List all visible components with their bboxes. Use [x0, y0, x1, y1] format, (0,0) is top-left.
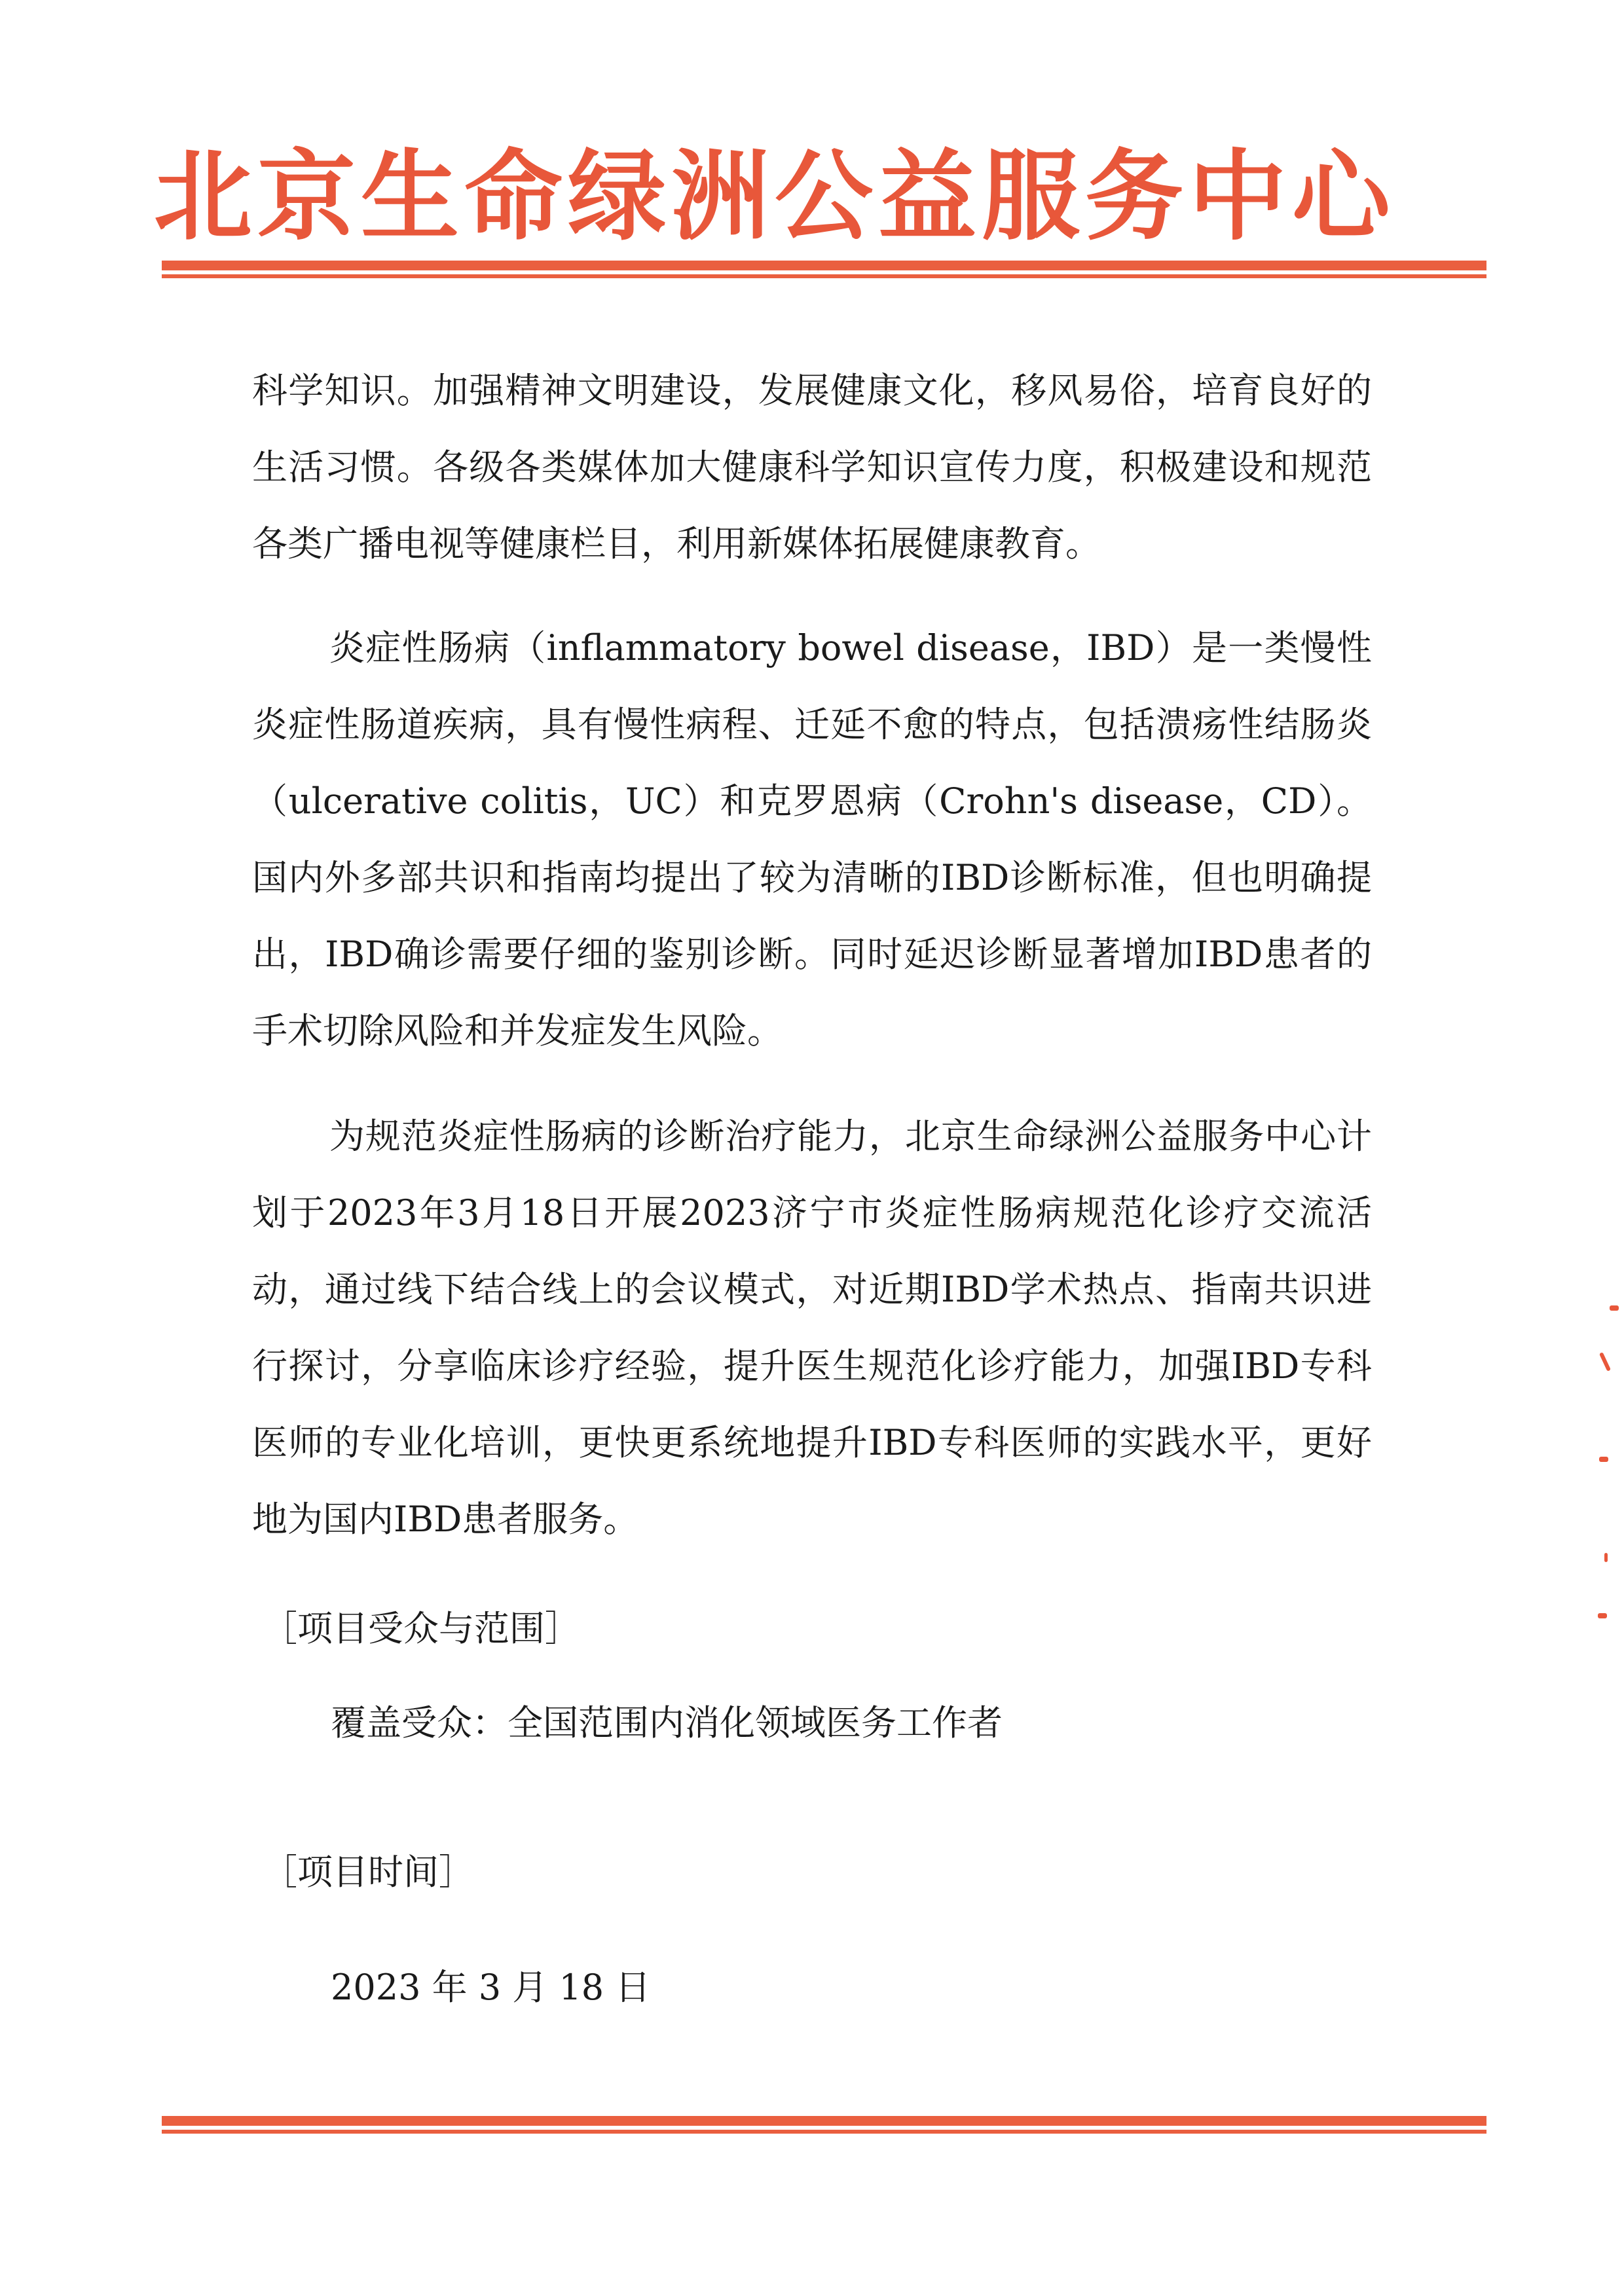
seal-edge-mark	[1604, 1553, 1608, 1562]
letterhead-rule-thin	[162, 274, 1486, 278]
letterhead-rule-thick	[162, 261, 1486, 270]
footer-rule-thin	[162, 2130, 1486, 2134]
body-paragraph-2: 炎症性肠病（inflammatory bowel disease，IBD）是一类慢性炎症性肠道疾病，具有慢性病程、迁延不愈的特点，包括溃疡性结肠炎（ulcerative colitis，UC）和克罗恩病（Crohn's disease，CD）。国内外多部共识和指南均提出了较为清晰的IBD诊断标准，但也明确提出，IBD确诊需要仔细的鉴别诊断。同时延迟诊断显著增加IBD患者的手术切除风险和并发症发生风险。	[252, 627, 1372, 1051]
seal-edge-mark	[1610, 1305, 1619, 1311]
audience-text: 覆盖受众：全国范围内消化领域医务工作者	[331, 1702, 1003, 1743]
footer-rule-thick	[162, 2116, 1486, 2126]
event-date: 2023 年 3 月 18 日	[331, 1967, 651, 2008]
body-paragraph-3: 为规范炎症性肠病的诊断治疗能力，北京生命绿洲公益服务中心计划于2023年3月18日开展2023济宁市炎症性肠病规范化诊疗交流活动，通过线下结合线上的会议模式，对近期IBD学术热点、指南共识进行探讨，分享临床诊疗经验，提升医生规范化诊疗能力，加强IBD专科医师的专业化培训，更快更系统地提升IBD专科医师的实践水平，更好地为国内IBD患者服务。	[252, 1116, 1372, 1540]
body-paragraph-1: 科学知识。加强精神文明建设，发展健康文化，移风易俗，培育良好的生活习惯。各级各类媒体加大健康科学知识宣传力度，积极建设和规范各类广播电视等健康栏目，利用新媒体拓展健康教育。	[252, 370, 1372, 564]
seal-edge-mark	[1598, 1613, 1607, 1618]
seal-edge-mark	[1599, 1457, 1608, 1462]
audience-heading: ［项目受众与范围］	[262, 1608, 580, 1649]
time-heading: ［项目时间］	[262, 1851, 474, 1893]
letterhead-title: 北京生命绿洲公益服务中心	[154, 139, 1396, 254]
seal-edge-mark	[1599, 1352, 1611, 1372]
